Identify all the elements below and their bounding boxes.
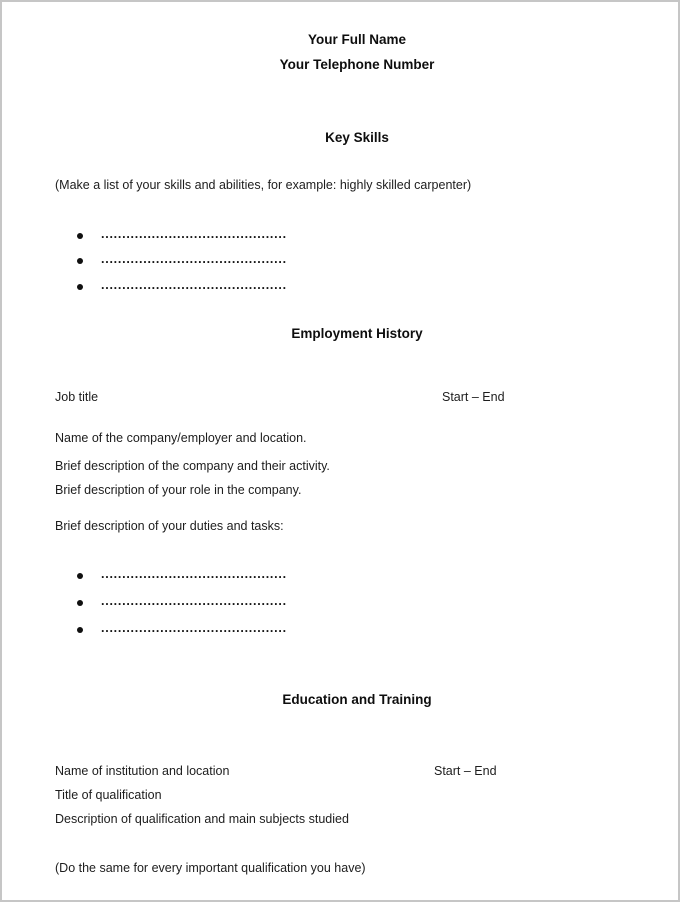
education-date-range: Start – End xyxy=(434,764,497,778)
duties-label: Brief description of your duties and tasks: xyxy=(55,519,284,533)
dotted-line: ............................................ xyxy=(101,621,287,635)
employment-history-heading: Employment History xyxy=(291,326,423,341)
dotted-line: ............................................ xyxy=(101,567,287,581)
duties-bullet-row xyxy=(2,568,678,584)
education-heading: Education and Training xyxy=(282,692,432,707)
role-description-line: Brief description of your role in the company. xyxy=(55,483,302,497)
key-skills-bullet-row xyxy=(2,279,678,295)
key-skills-heading: Key Skills xyxy=(325,130,389,145)
dotted-line: ............................................ xyxy=(101,278,287,292)
bullet-icon xyxy=(77,258,83,264)
duties-bullet-row xyxy=(2,622,678,638)
qualification-title-line: Title of qualification xyxy=(55,788,162,802)
full-name-heading: Your Full Name xyxy=(307,32,406,47)
duties-bullet-row xyxy=(2,595,678,611)
key-skills-bullet-row xyxy=(2,228,678,244)
key-skills-hint-text: (Make a list of your skills and abilities, for example: highly skilled carpenter) xyxy=(55,178,472,192)
dotted-line: ............................................ xyxy=(101,252,287,266)
job-title-label: Job title xyxy=(55,390,99,404)
bullet-icon xyxy=(77,600,83,606)
company-description-line: Brief description of the company and their activity. xyxy=(55,459,330,473)
telephone-heading: Your Telephone Number xyxy=(279,57,435,72)
bullet-icon xyxy=(77,284,83,290)
institution-label: Name of institution and location xyxy=(55,764,230,778)
education-note: (Do the same for every important qualification you have) xyxy=(55,861,366,875)
key-skills-bullet-row xyxy=(2,253,678,269)
employment-date-range: Start – End xyxy=(442,390,505,404)
dotted-line: ............................................ xyxy=(101,227,287,241)
bullet-icon xyxy=(77,627,83,633)
bullet-icon xyxy=(77,233,83,239)
qualification-description-line: Description of qualification and main subjects studied xyxy=(55,812,349,826)
bullet-icon xyxy=(77,573,83,579)
dotted-line: ............................................ xyxy=(101,594,287,608)
company-name-line: Name of the company/employer and location. xyxy=(55,431,307,445)
